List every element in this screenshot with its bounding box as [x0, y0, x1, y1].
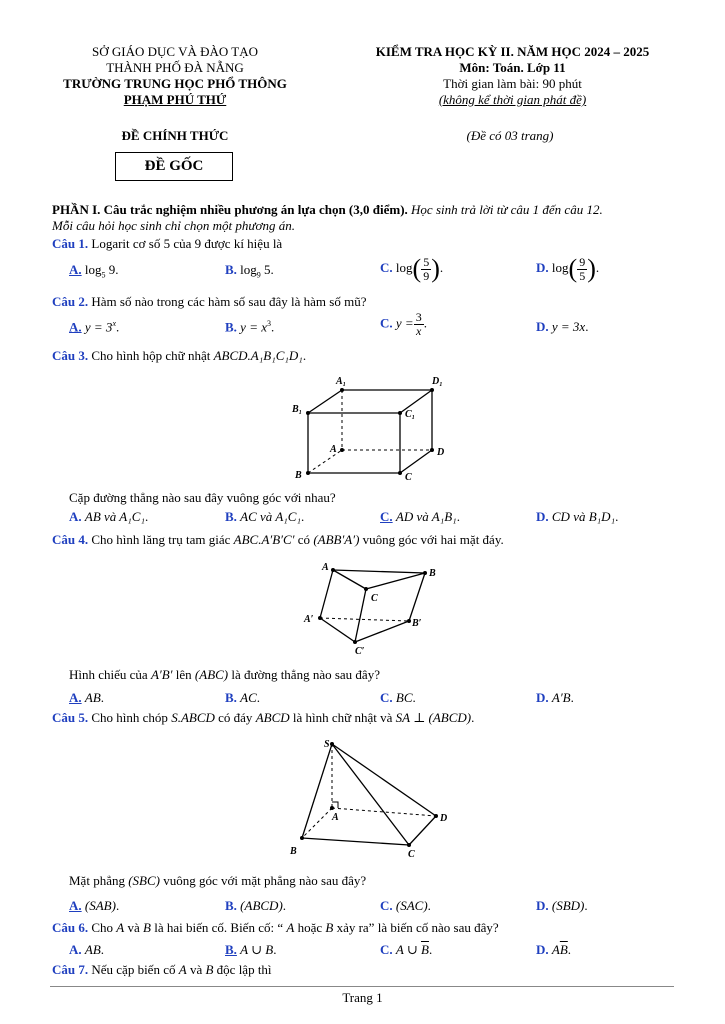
- edge-sb: [302, 744, 332, 838]
- part-instruction: Học sinh trả lời từ câu 1 đến câu 12.: [407, 202, 603, 217]
- edge-a2c2: [320, 618, 355, 642]
- q1-option-b[interactable]: [225, 262, 274, 280]
- q4-prompt-mid: lên: [175, 667, 192, 682]
- q5-a-text: (SAB): [84, 898, 116, 913]
- q5-b-text: (ABCD): [240, 898, 283, 913]
- q4-prompt-pre: Hình chiếu của: [69, 667, 148, 682]
- label-d: D: [437, 447, 445, 458]
- part-header: [52, 202, 682, 234]
- q4-prompt-seg: A′B′: [150, 667, 173, 682]
- point-b: [300, 836, 304, 840]
- q1-d-den: 5: [579, 268, 586, 283]
- q1-d-num: 9: [579, 254, 586, 269]
- q2-b-expr: y = x: [240, 319, 267, 335]
- q2-option-c[interactable]: C. y = $\frac{3}{x}$ .: [380, 310, 427, 338]
- q3-option-b[interactable]: B. AC và A₁C₁.: [225, 509, 305, 524]
- q6-t5: xảy ra” là biến cố nào sau đây?: [336, 920, 499, 935]
- q2-c-pre: y =: [395, 315, 414, 331]
- label-b: B: [290, 846, 297, 857]
- point-c: [398, 471, 402, 475]
- part-instruction-2: Mỗi câu hỏi học sinh chỉ chọn một phương án.: [52, 218, 295, 233]
- label-b: B: [429, 568, 436, 579]
- question-3-label: Câu 3.: [52, 348, 89, 363]
- question-2-text: Hàm số nào trong các hàm số sau đây là hàm số mũ?: [91, 294, 367, 309]
- subject: Môn: Toán. Lớp 11: [459, 60, 566, 75]
- label-a: A: [330, 444, 337, 455]
- question-4-label: Câu 4.: [52, 532, 89, 547]
- question-3-solid: ABCD.A₁B₁C₁D₁: [213, 348, 303, 363]
- edge-ab: [333, 570, 425, 573]
- edge-bb2: [409, 573, 425, 621]
- question-5: Câu 5. Cho hình chóp S.ABCD có đáy ABCD là hình chữ nhật và SA ⊥ (ABCD).: [52, 710, 475, 725]
- question-5-label: Câu 5.: [52, 710, 89, 725]
- q3-option-a[interactable]: A. AB và A₁C₁.: [69, 509, 149, 524]
- label-d: D: [440, 813, 448, 824]
- question-7: [52, 962, 272, 978]
- question-5-solid: S.ABCD: [171, 710, 215, 725]
- point-b: [306, 471, 310, 475]
- edge-cd: [400, 450, 432, 473]
- edge-bc: [366, 573, 425, 589]
- exam-code-box: ĐỀ GỐC: [115, 152, 233, 181]
- footer-divider: [50, 986, 674, 987]
- point-d: [430, 448, 434, 452]
- label-b: B: [295, 470, 302, 481]
- q5-option-d[interactable]: D. (SBD).: [536, 898, 588, 913]
- q4-option-b[interactable]: B. AC.: [225, 690, 261, 705]
- edge-cd: [409, 816, 436, 845]
- q4-option-d[interactable]: D. A′B.: [536, 690, 574, 705]
- q2-option-b[interactable]: B. $y = x^3$.: [225, 319, 275, 335]
- point-a: [331, 568, 335, 572]
- point-s: [330, 742, 334, 746]
- label-a2: A′: [304, 614, 314, 625]
- school-type: TRƯỜNG TRUNG HỌC PHỔ THÔNG: [63, 76, 287, 91]
- q3-b-text: AC và A₁C₁: [240, 509, 301, 524]
- q6-option-a[interactable]: A. AB.: [69, 942, 105, 957]
- q7-t2: và: [189, 962, 203, 977]
- q4-b-text: AC: [240, 690, 257, 705]
- question-4-face: (ABB′A′): [313, 532, 360, 547]
- q6-option-d[interactable]: D. $A\overline{B}$.: [536, 942, 572, 957]
- question-5-text: Cho hình chóp: [91, 710, 168, 725]
- q7-t1: Nếu cặp biến cố: [91, 962, 176, 977]
- question-6-label: Câu 6.: [52, 920, 89, 935]
- q6-t3: là hai biến cố. Biến cố: “: [154, 920, 284, 935]
- hidden-edge-a2b2: [320, 618, 409, 621]
- q5-option-a[interactable]: A. (SAB).: [69, 898, 120, 913]
- q5-option-b[interactable]: B. (ABCD).: [225, 898, 287, 913]
- question-5-mid: có đáy: [218, 710, 253, 725]
- q6-d-bar: $\overline{B}$: [559, 942, 568, 957]
- part-title: PHẦN I. Câu trắc nghiệm nhiều phương án lựa chọn (3,0 điểm).: [52, 202, 408, 217]
- q2-option-d[interactable]: D. y = 3x.: [536, 319, 589, 334]
- question-2-label: Câu 2.: [52, 294, 89, 309]
- q3-d-text: CD và B₁D₁: [551, 509, 616, 524]
- q7-v1: A: [178, 962, 187, 977]
- q1-option-a-letter: A.: [69, 262, 82, 277]
- q6-t4: hoặc: [297, 920, 323, 935]
- question-3-text: Cho hình hộp chữ nhật: [91, 348, 211, 363]
- point-a2: [318, 616, 322, 620]
- question-3-prompt: Cặp đường thẳng nào sau đây vuông góc với nhau?: [69, 490, 336, 505]
- q1-c-num: 5: [423, 254, 430, 269]
- q5-option-c[interactable]: C. (SAC).: [380, 898, 431, 913]
- q2-b-sup: 3: [266, 319, 271, 328]
- q6-option-c-letter: C.: [380, 942, 393, 957]
- edge-sd: [332, 744, 436, 816]
- q3-option-a-letter: A.: [69, 509, 82, 524]
- q6-c-bar: $\overline{B}$: [421, 942, 429, 957]
- question-5-cond: SA ⊥ (ABCD): [395, 710, 472, 725]
- q4-option-d-letter: D.: [536, 690, 549, 705]
- official-label: ĐỀ CHÍNH THỨC: [121, 128, 229, 143]
- q5-option-b-letter: B.: [225, 898, 237, 913]
- q6-v2: B: [143, 920, 151, 935]
- duration: Thời gian làm bài: 90 phút: [443, 76, 582, 91]
- q1-c-log: log: [395, 259, 413, 275]
- q2-option-c-letter: C.: [380, 315, 393, 331]
- question-5-base: ABCD: [255, 710, 290, 725]
- question-4-post: vuông góc với hai mặt đáy.: [362, 532, 504, 547]
- q2-d-expr: y = 3x: [551, 319, 586, 334]
- q4-d-text: A′B: [551, 690, 571, 705]
- label-s: S: [324, 739, 330, 750]
- point-a: [340, 448, 344, 452]
- question-5-prompt: [69, 873, 366, 889]
- q6-option-d-letter: D.: [536, 942, 549, 957]
- q6-option-b-letter: B.: [225, 942, 237, 957]
- q3-option-c[interactable]: C. AD và A₁B₁.: [380, 509, 460, 524]
- q5-d-text: (SBD): [551, 898, 585, 913]
- q1-a-arg: 9.: [108, 262, 119, 277]
- q3-a-text: AB và A₁C₁: [84, 509, 145, 524]
- q5-c-text: (SAC): [395, 898, 428, 913]
- edge-cc2: [355, 589, 366, 642]
- q3-option-d-letter: D.: [536, 509, 549, 524]
- label-c2: C′: [355, 646, 365, 656]
- q2-c-den: x: [416, 324, 422, 338]
- q1-option-c-letter: C.: [380, 259, 393, 275]
- question-4-mid: có: [297, 532, 311, 547]
- q6-option-b[interactable]: B. A ∪ B.: [225, 942, 277, 957]
- label-d1: D₁: [432, 376, 443, 387]
- point-c: [364, 587, 368, 591]
- q1-a-log: log: [84, 262, 102, 277]
- question-4-text: Cho hình lăng trụ tam giác: [91, 532, 231, 547]
- q2-option-a-letter: A.: [69, 319, 82, 335]
- edge-b1a1: [308, 390, 342, 413]
- edge-bc: [302, 838, 409, 845]
- q6-c-pre: A ∪: [395, 942, 418, 957]
- q4-option-b-letter: B.: [225, 690, 237, 705]
- question-4-prompt: [69, 667, 380, 683]
- q1-b-arg: 5.: [264, 262, 274, 277]
- label-a: A: [322, 562, 329, 573]
- q6-a-text: AB: [84, 942, 101, 957]
- q1-option-d-letter: D.: [536, 259, 549, 275]
- department: SỞ GIÁO DỤC VÀ ĐÀO TẠO: [92, 44, 258, 59]
- label-c: C: [408, 849, 415, 860]
- edge-sc: [332, 744, 409, 845]
- q7-v2: B: [205, 962, 214, 977]
- question-5-mid2: là hình chữ nhật và: [292, 710, 393, 725]
- q1-b-log: log: [240, 262, 257, 277]
- q4-c-text: BC: [395, 690, 413, 705]
- label-b2: B′: [412, 618, 422, 629]
- q2-option-d-letter: D.: [536, 319, 549, 334]
- point-b: [423, 571, 427, 575]
- q3-box-figure: [285, 372, 455, 484]
- page-number: Trang 1: [342, 990, 383, 1005]
- point-a1: [340, 388, 344, 392]
- q6-t1: Cho: [91, 920, 114, 935]
- q4-option-a[interactable]: A. AB.: [69, 690, 105, 705]
- question-3: Câu 3. Cho hình hộp chữ nhật ABCD.A₁B₁C₁D₁.: [52, 348, 307, 363]
- q2-a-sup: x: [112, 319, 116, 328]
- q4-prompt-plane: (ABC): [194, 667, 229, 682]
- q4-option-a-letter: A.: [69, 690, 82, 705]
- q5-prompt-post: vuông góc với mặt phẳng nào sau đây?: [163, 873, 367, 888]
- q7-t3: độc lập thì: [216, 962, 272, 977]
- question-7-label: Câu 7.: [52, 962, 89, 977]
- q5-option-c-letter: C.: [380, 898, 393, 913]
- point-b1: [306, 411, 310, 415]
- edge-aa2: [320, 570, 333, 618]
- question-2: [52, 294, 366, 310]
- q1-d-log: log: [551, 259, 569, 275]
- label-b1: B₁: [292, 404, 303, 415]
- q3-c-text: AD và A₁B₁: [395, 509, 457, 524]
- duration-note: (không kể thời gian phát đề): [438, 92, 587, 107]
- q5-prompt-plane: (SBC): [128, 873, 160, 888]
- q4-prism-figure: [300, 558, 450, 656]
- point-c1: [398, 411, 402, 415]
- question-1-label: Câu 1.: [52, 236, 89, 251]
- exam-title: KIỂM TRA HỌC KỲ II. NĂM HỌC 2024 – 2025: [375, 44, 650, 59]
- hidden-edge-ab: [308, 450, 342, 473]
- q6-option-a-letter: A.: [69, 942, 82, 957]
- school-info: [40, 44, 310, 108]
- label-c: C: [405, 472, 412, 483]
- q6-v3: A: [286, 920, 295, 935]
- q2-a-expr: y = 3: [84, 319, 113, 335]
- label-a: A: [332, 812, 339, 823]
- q6-b-text: A ∪ B: [240, 942, 274, 957]
- q1-option-c[interactable]: C. log( $\frac{5}{9}$ ).: [380, 254, 444, 283]
- label-a1: A₁: [336, 376, 347, 387]
- q6-t2: và: [127, 920, 140, 935]
- q3-option-c-letter: C.: [380, 509, 393, 524]
- edge-ac: [333, 570, 366, 589]
- question-1: [52, 236, 282, 252]
- question-4: [52, 532, 504, 548]
- exam-info: [340, 44, 685, 108]
- q6-v4: B: [325, 920, 334, 935]
- city: THÀNH PHỐ ĐÀ NẴNG: [106, 60, 244, 75]
- point-c2: [353, 640, 357, 644]
- q4-a-text: AB: [84, 690, 101, 705]
- q6-option-c[interactable]: C. A ∪ $\overline{B}$.: [380, 942, 433, 957]
- label-c1: C₁: [405, 409, 416, 420]
- q1-option-a[interactable]: [69, 262, 119, 280]
- q2-option-b-letter: B.: [225, 319, 237, 335]
- q1-c-den: 9: [423, 268, 430, 283]
- q6-v1: A: [116, 920, 125, 935]
- point-d1: [430, 388, 434, 392]
- q1-option-b-letter: B.: [225, 262, 237, 277]
- q5-pyramid-figure: [282, 736, 460, 862]
- q3-option-b-letter: B.: [225, 509, 237, 524]
- edge-c2b2: [355, 621, 409, 642]
- point-d: [434, 814, 438, 818]
- point-b2: [407, 619, 411, 623]
- q1-a-base: 5: [101, 270, 106, 280]
- q5-prompt-pre: Mặt phẳng: [69, 873, 125, 888]
- q4-option-c-letter: C.: [380, 690, 393, 705]
- point-c: [407, 843, 411, 847]
- q2-option-a[interactable]: A. $y = 3^x$.: [69, 319, 120, 335]
- point-a: [330, 806, 334, 810]
- q1-option-d[interactable]: D. log( $\frac{9}{5}$ ).: [536, 254, 600, 283]
- q6-d-pre: A: [551, 942, 560, 957]
- question-4-solid: ABC.A′B′C′: [233, 532, 295, 547]
- q4-prompt-post: là đường thẳng nào sau đây?: [231, 667, 380, 682]
- q5-option-a-letter: A.: [69, 898, 82, 913]
- school-name: PHẠM PHÚ THỨ: [123, 92, 227, 107]
- question-6: [52, 920, 499, 936]
- q1-b-base: 9: [256, 270, 261, 280]
- q5-option-d-letter: D.: [536, 898, 549, 913]
- label-c: C: [371, 593, 378, 604]
- question-1-text: Logarit cơ số 5 của 9 được kí hiệu là: [91, 236, 283, 251]
- q3-option-d[interactable]: D. CD và B₁D₁.: [536, 509, 619, 524]
- q4-option-c[interactable]: C. BC.: [380, 690, 416, 705]
- page-count: (Đề có 03 trang): [466, 128, 554, 143]
- q2-c-num: 3: [415, 310, 422, 324]
